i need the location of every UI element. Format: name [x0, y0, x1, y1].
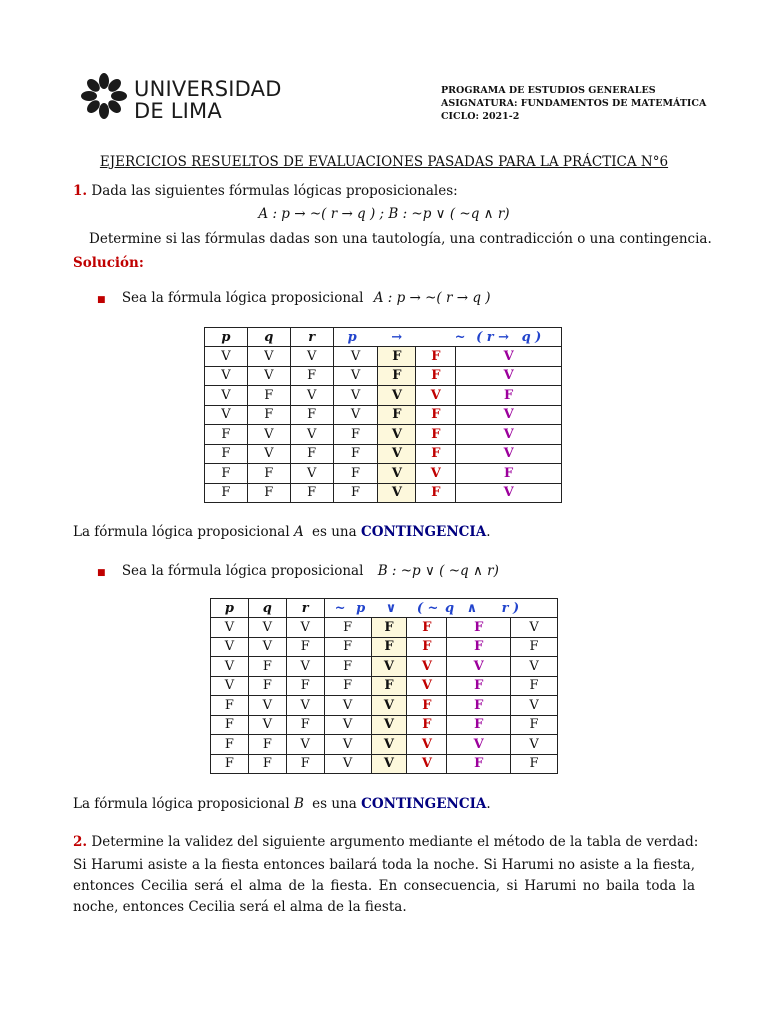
table-a-cell: F — [416, 366, 456, 386]
conclusion-b-end: . — [486, 796, 491, 812]
table-b-cell: V — [286, 657, 324, 677]
table-b-cell: F — [447, 715, 511, 735]
table-a-cell: F — [247, 386, 290, 406]
table-a-cell: F — [378, 347, 416, 367]
table-b-cell: F — [511, 754, 558, 774]
table-a-row — [205, 366, 562, 386]
table-a-cell: F — [416, 444, 456, 464]
table-a-cell: F — [333, 425, 378, 445]
table-b-cell: V — [248, 696, 286, 716]
table-a-cell: V — [247, 366, 290, 386]
table-a-cell: F — [290, 483, 333, 503]
table-b-cell: F — [371, 676, 407, 696]
table-a-cell: V — [456, 405, 562, 425]
table-a-cell: F — [205, 483, 248, 503]
table-b-cell: V — [511, 657, 558, 677]
table-a-cell: V — [378, 386, 416, 406]
table-b-cell: V — [324, 696, 371, 716]
table-a-row — [205, 483, 562, 503]
table-a-cell: F — [247, 483, 290, 503]
table-a-cell: V — [378, 444, 416, 464]
bullet-b — [97, 563, 499, 579]
table-b-cell: V — [324, 735, 371, 755]
table-b-cell: F — [211, 735, 249, 755]
table-b-cell: V — [248, 618, 286, 638]
table-a-row — [205, 347, 562, 367]
table-b-cell: F — [286, 754, 324, 774]
bullet-a — [97, 290, 491, 306]
table-a-header-row — [205, 328, 562, 347]
table-b-cell: V — [211, 637, 249, 657]
table-b-cell: V — [447, 735, 511, 755]
table-a-cell: V — [416, 464, 456, 484]
table-a-cell: F — [290, 444, 333, 464]
table-a-cell: F — [205, 464, 248, 484]
table-a-cell: F — [205, 425, 248, 445]
table-a-cell: V — [378, 483, 416, 503]
subject-label: ASIGNATURA: FUNDAMENTOS DE MATEMÁTICA — [441, 98, 707, 109]
table-b-row — [211, 618, 558, 638]
conclusion-a-text: La fórmula lógica proposicional — [73, 524, 290, 540]
table-a-cell: F — [416, 347, 456, 367]
table-a-cell: F — [378, 405, 416, 425]
table-a-header-cell: → — [391, 329, 403, 345]
table-a-cell: V — [290, 347, 333, 367]
table-b-row — [211, 696, 558, 716]
university-name-line1: UNIVERSIDAD — [134, 77, 282, 101]
table-a-cell: V — [205, 386, 248, 406]
table-a-cell: V — [247, 347, 290, 367]
table-a-cell: F — [333, 444, 378, 464]
table-b-cell: F — [447, 676, 511, 696]
table-a-header-cell: p — [347, 329, 357, 345]
table-b-cell: V — [511, 696, 558, 716]
table-b-header-cell: ∨ — [385, 600, 397, 616]
table-b-cell: V — [248, 715, 286, 735]
table-b-header-cell: p — [211, 599, 249, 618]
truth-table-b — [210, 598, 558, 774]
table-b-row — [211, 735, 558, 755]
table-a-cell: F — [247, 464, 290, 484]
program-label: PROGRAMA DE ESTUDIOS GENERALES — [441, 85, 656, 96]
table-b-cell: V — [248, 637, 286, 657]
table-b-cell: V — [211, 657, 249, 677]
table-a-cell: V — [378, 464, 416, 484]
table-b-cell: F — [211, 696, 249, 716]
table-b-cell: V — [447, 657, 511, 677]
table-a-row — [205, 464, 562, 484]
table-b-cell: F — [371, 618, 407, 638]
table-a-row — [205, 425, 562, 445]
table-a-cell: V — [290, 425, 333, 445]
ex1-statement-line — [73, 183, 458, 199]
table-b-cell: F — [447, 618, 511, 638]
table-b-cell: V — [211, 676, 249, 696]
table-a-cell: F — [290, 405, 333, 425]
table-a-cell: V — [456, 425, 562, 445]
conclusion-b-result: CONTINGENCIA — [361, 796, 487, 812]
table-b-cell: F — [407, 696, 447, 716]
ex1-number: 1. — [73, 183, 88, 199]
table-b-cell: F — [211, 715, 249, 735]
table-b-cell: V — [407, 657, 447, 677]
table-a-cell: F — [416, 405, 456, 425]
table-b-cell: F — [407, 715, 447, 735]
ex1-formulas: A : p → ~( r → q ) ; B : ~p ∨ ( ~q ∧ r) — [258, 206, 510, 222]
table-b-cell: F — [211, 754, 249, 774]
table-b-cell: V — [371, 657, 407, 677]
table-b-cell: F — [511, 676, 558, 696]
university-name — [134, 78, 282, 122]
bullet-b-text: Sea la fórmula lógica proposicional — [121, 563, 364, 579]
table-b-header-cell: ~ — [334, 600, 346, 616]
table-a-cell: F — [416, 425, 456, 445]
table-b-cell: F — [324, 618, 371, 638]
table-a-cell: V — [205, 366, 248, 386]
table-b-cell: F — [248, 754, 286, 774]
table-a-cell: V — [333, 347, 378, 367]
ex2-statement-line — [73, 834, 698, 850]
program-info — [441, 84, 706, 123]
bullet-icon: ■ — [97, 295, 106, 305]
bullet-a-text: Sea la fórmula lógica proposicional — [121, 290, 364, 306]
table-a-cell: F — [416, 483, 456, 503]
table-b-cell: V — [324, 754, 371, 774]
conclusion-b-text: La fórmula lógica proposicional — [73, 796, 290, 812]
table-a-cell: F — [205, 444, 248, 464]
solution-label: Solución: — [73, 255, 144, 271]
table-a-cell: F — [290, 366, 333, 386]
table-a-cell: V — [247, 444, 290, 464]
bullet-icon: ■ — [97, 568, 106, 578]
table-b-cell: F — [447, 754, 511, 774]
table-a-cell: V — [205, 347, 248, 367]
table-b-cell: V — [407, 676, 447, 696]
table-a-cell: V — [333, 386, 378, 406]
table-b-cell: V — [511, 618, 558, 638]
table-b-cell: V — [371, 715, 407, 735]
table-a-cell: F — [333, 483, 378, 503]
table-b-row — [211, 657, 558, 677]
university-name-line2: DE LIMA — [134, 99, 222, 123]
bullet-a-formula: A : p → ~( r → q ) — [373, 290, 491, 306]
conclusion-b-var: B — [293, 796, 304, 812]
table-b-row — [211, 676, 558, 696]
ex2-number: 2. — [73, 834, 88, 850]
table-a-cell: F — [247, 405, 290, 425]
table-a-cell: V — [456, 366, 562, 386]
table-a-header-cell: ~ — [454, 329, 466, 345]
table-b-cell: F — [407, 637, 447, 657]
conclusion-b-mid: es una — [312, 796, 357, 812]
table-a-header-cell: r — [290, 328, 333, 347]
table-a-header-cell: ( r → — [476, 329, 510, 345]
ex1-statement: Dada las siguientes fórmulas lógicas proposicionales: — [91, 183, 458, 199]
table-b-cell: V — [211, 618, 249, 638]
table-b-header-row — [211, 599, 558, 618]
table-b-cell: F — [248, 676, 286, 696]
table-a-row — [205, 386, 562, 406]
table-b-cell: F — [447, 637, 511, 657]
table-b-cell: F — [371, 637, 407, 657]
table-a-cell: V — [333, 366, 378, 386]
conclusion-a-mid: es una — [312, 524, 357, 540]
table-a-cell: V — [456, 483, 562, 503]
table-b-row — [211, 715, 558, 735]
ex2-statement: Determine la validez del siguiente argumento mediante el método de la tabla de verdad: — [91, 834, 699, 850]
conclusion-a-result: CONTINGENCIA — [360, 524, 487, 540]
table-b-cell: F — [286, 715, 324, 735]
table-b-cell: F — [286, 637, 324, 657]
table-b-cell: F — [407, 618, 447, 638]
table-b-cell: F — [511, 715, 558, 735]
table-a-cell: V — [290, 464, 333, 484]
conclusion-a-var: A — [293, 524, 304, 540]
table-a-cell: V — [333, 405, 378, 425]
table-b-row — [211, 637, 558, 657]
table-b-header-cell: r ) — [501, 600, 520, 616]
table-b-cell: V — [371, 735, 407, 755]
table-b-cell: V — [407, 754, 447, 774]
ex1-question: Determine si las fórmulas dadas son una tautología, una contradicción o una contingencia. — [89, 231, 712, 247]
table-a-cell: F — [378, 366, 416, 386]
table-a-cell: V — [290, 386, 333, 406]
table-b-cell: V — [286, 735, 324, 755]
table-b-cell: F — [248, 657, 286, 677]
table-a-cell: V — [456, 444, 562, 464]
table-b-cell: V — [407, 735, 447, 755]
table-a-cell: V — [456, 347, 562, 367]
table-a-cell: F — [456, 386, 562, 406]
table-a-cell: V — [205, 405, 248, 425]
table-a-header-cell: q ) — [521, 329, 542, 345]
table-b-row — [211, 754, 558, 774]
table-a-header-cell: q — [247, 328, 290, 347]
table-a-header-cell: p — [205, 328, 248, 347]
table-b-cell: F — [248, 735, 286, 755]
conclusion-b — [73, 796, 491, 812]
table-b-header-cell: p — [356, 600, 366, 616]
table-a-row — [205, 444, 562, 464]
cycle-label: CICLO: 2021-2 — [441, 111, 520, 122]
conclusion-a-end: . — [486, 524, 491, 540]
table-b-header-cell: r — [286, 599, 324, 618]
table-b-cell: F — [324, 676, 371, 696]
table-a-cell: V — [416, 386, 456, 406]
table-b-cell: F — [324, 657, 371, 677]
truth-table-a — [204, 327, 562, 503]
university-logo-icon — [80, 72, 128, 120]
table-a-cell: F — [333, 464, 378, 484]
table-a-cell: F — [456, 464, 562, 484]
bullet-b-formula: B : ~p ∨ ( ~q ∧ r) — [377, 563, 499, 579]
table-b-header-cell: ∧ — [466, 600, 478, 616]
table-b-formula-header — [324, 599, 557, 618]
table-b-cell: V — [371, 696, 407, 716]
table-b-header-cell: q — [248, 599, 286, 618]
table-b-cell: V — [511, 735, 558, 755]
page-title: EJERCICIOS RESUELTOS DE EVALUACIONES PASADAS PARA LA PRÁCTICA N°6 — [99, 154, 669, 170]
ex2-argument: Si Harumi asiste a la fiesta entonces bailará toda la noche. Si Harumi no asiste a la fiesta, entonces Cecilia será el alma de la fiesta. En consecuencia, si Harumi no baila toda la noche, entonces Cecilia será el alma de la fiesta. — [73, 857, 695, 915]
table-a-cell: V — [378, 425, 416, 445]
table-b-header-cell: ( ~ — [416, 600, 439, 616]
table-a-cell: V — [247, 425, 290, 445]
table-b-cell: F — [447, 696, 511, 716]
table-b-cell: F — [511, 637, 558, 657]
conclusion-a — [73, 524, 491, 540]
table-b-cell: V — [324, 715, 371, 735]
table-b-cell: V — [286, 618, 324, 638]
table-b-cell: V — [371, 754, 407, 774]
table-b-cell: V — [286, 696, 324, 716]
table-a-formula-header — [333, 328, 561, 347]
table-a-row — [205, 405, 562, 425]
table-b-header-cell: q — [444, 600, 455, 616]
table-b-cell: F — [286, 676, 324, 696]
table-b-cell: F — [324, 637, 371, 657]
